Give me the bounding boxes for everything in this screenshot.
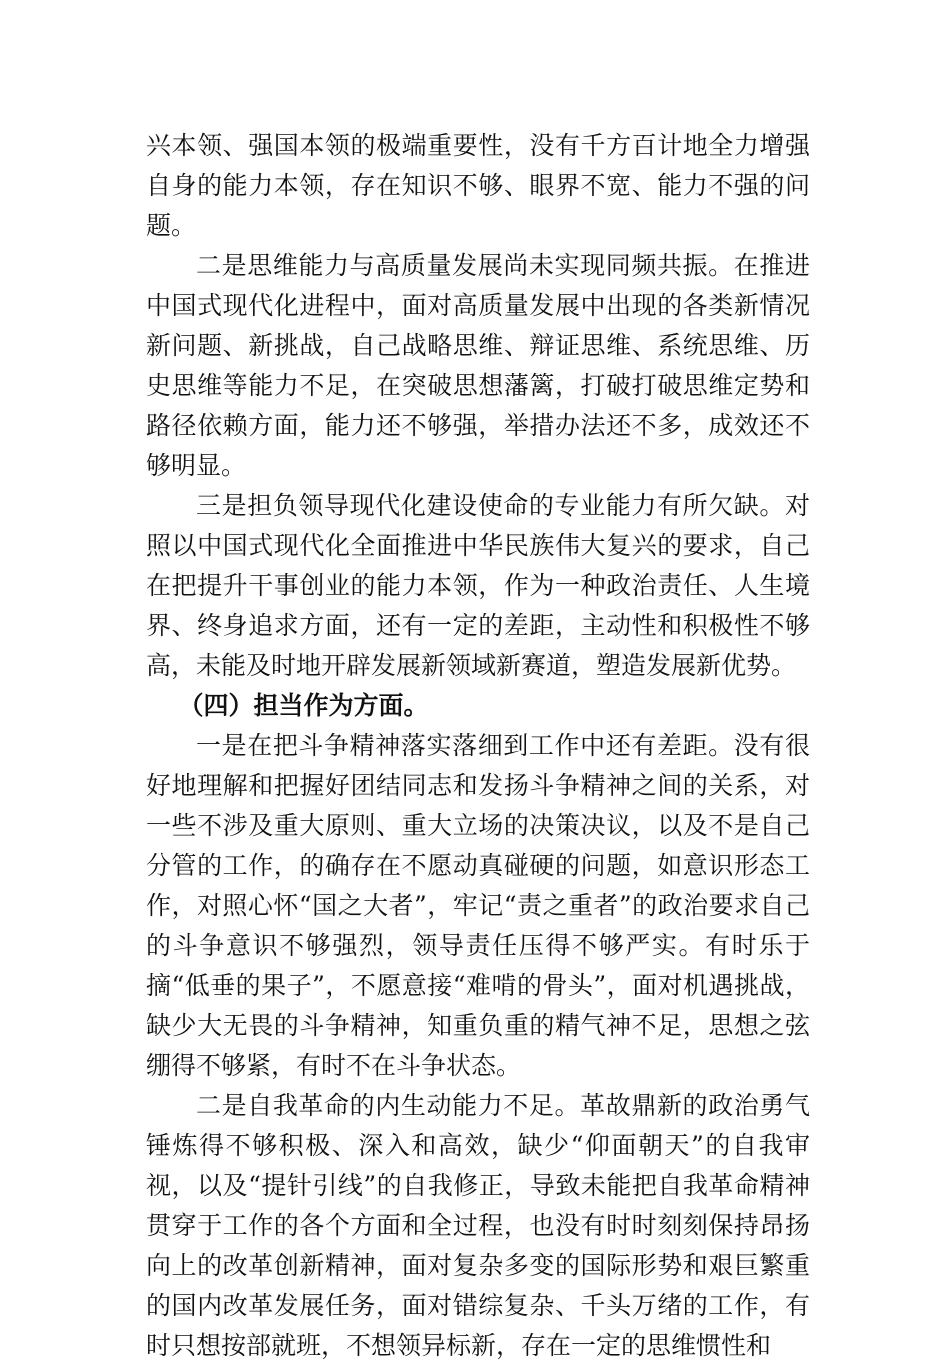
paragraph-fighting-spirit: 一是在把斗争精神落实落细到工作中还有差距。没有很好地理解和把握好团结同志和发扬斗争精神之间的关系，对一些不涉及重大原则、重大立场的决策决议，以及不是自己分管的工作，的确存在不愿动真碰硬的问题，如意识形态工作，对照心怀“国之大者”，牢记“责之重者”的政治要求自己的斗争意识不够强烈，领导责任压得不够严实。有时乐于摘“低垂的果子”，不愿意接“难啃的骨头”，面对机遇挑战，缺少大无畏的斗争精神，知重负重的精气神不足，思想之弦绷得不够紧，有时不在斗争状态。 — [146, 731, 810, 1080]
paragraph-continuation: 兴本领、强国本领的极端重要性，没有千方百计地全力增强自身的能力本领，存在知识不够、眼界不宽、能力不强的问题。 — [146, 131, 810, 240]
document-body — [146, 126, 810, 1366]
section-heading-responsibility: （四）担当作为方面。 — [178, 691, 429, 720]
paragraph-self-revolution: 二是自我革命的内生动能力不足。革故鼎新的政治勇气锤炼得不够积极、深入和高效，缺少“仰面朝天”的自我审视，以及“提针引线”的自我修正，导致未能把自我革命精神贯穿于工作的各个方面和全过程，也没有时时刻刻保持昂扬向上的改革创新精神，面对复杂多变的国际形势和艰巨繁重的国内改革发展任务，面对错综复杂、千头万绪的工作，有时只想按部就班，不想领异标新，存在一定的思维惯性和 — [146, 1091, 810, 1360]
paragraph-professional-ability: 三是担负领导现代化建设使命的专业能力有所欠缺。对照以中国式现代化全面推进中华民族伟大复兴的要求，自己在把提升干事创业的能力本领，作为一种政治责任、人生境界、终身追求方面，还有一定的差距，主动性和积极性不够高，未能及时地开辟发展新领域新赛道，塑造发展新优势。 — [146, 491, 810, 680]
paragraph-thinking-ability: 二是思维能力与高质量发展尚未实现同频共振。在推进中国式现代化进程中，面对高质量发展中出现的各类新情况新问题、新挑战，自己战略思维、辩证思维、系统思维、历史思维等能力不足，在突破思想藩篱，打破打破思维定势和路径依赖方面，能力还不够强，举措办法还不多，成效还不够明显。 — [146, 251, 810, 480]
